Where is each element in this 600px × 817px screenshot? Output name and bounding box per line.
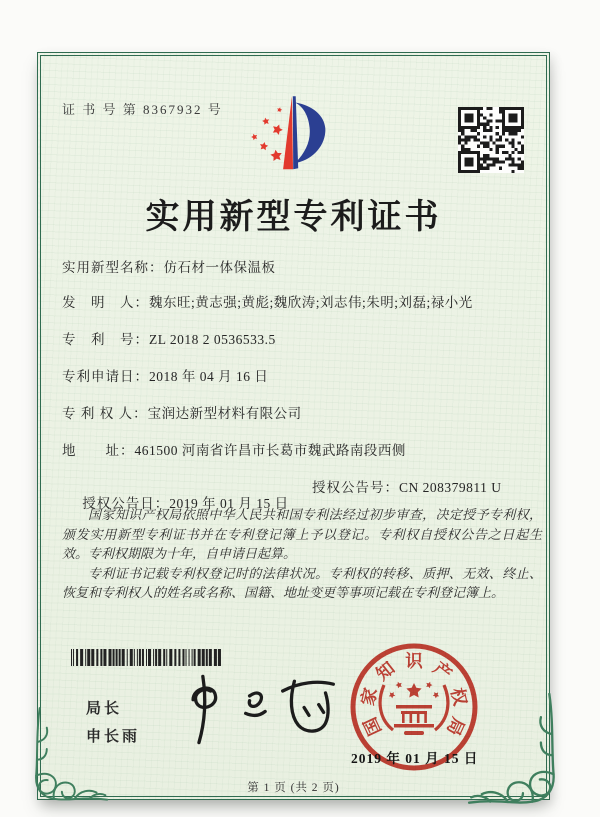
field-label: 授权公告号： [312,480,399,495]
field-value: 宝润达新型材料有限公司 [147,406,302,421]
field-value: CN 208379811 U [399,480,502,495]
field-row-address [62,439,537,459]
field-value: ZL 2018 2 0536533.5 [149,332,276,347]
field-label: 发 明 人： [62,295,149,310]
field-label: 实用新型名称： [62,260,164,275]
field-value: 2018 年 04 月 16 日 [149,369,269,384]
director-signature [160,667,345,752]
field-value: 2019 年 01 月 15 日 [169,496,289,511]
certificate-page [37,52,550,800]
field-row-patentee [62,402,537,422]
field-value: 461500 河南省许昌市长葛市魏武路南段西侧 [134,443,406,458]
director-title: 局长 [86,700,123,717]
field-label: 专利申请日： [62,369,149,384]
field-row-patent-no [62,328,537,348]
director-name: 申长雨 [86,728,141,745]
field-row-filing-date [62,365,537,385]
barcode [71,649,223,666]
qr-code [458,107,524,173]
seal-char: 家 [357,685,381,708]
legal-paragraph-1: 国家知识产权局依照中华人民共和国专利法经过初步审查，决定授予专利权，颁发实用新型专利证书并在专利登记簿上予以登记。专利权自授权公告之日起生效。专利权期限为十年，自申请日起算。 [62,507,542,561]
field-label: 授权公告日： [82,496,170,511]
seal-char: 知 [372,657,399,685]
legal-paragraph-2: 专利证书记载专利权登记时的法律状况。专利权的转移、质押、无效、终止、恢复和专利权人的姓名或名称、国籍、地址变更等事项记载在专利登记簿上。 [62,565,542,600]
seal-char: 产 [429,657,456,685]
page-footer: 第 1 页 (共 2 页) [247,782,340,794]
certificate-number: 证 书 号 第 8367932 号 [62,102,223,117]
seal-char: 局 [442,714,469,739]
seal-date: 2019 年 01 月 15 日 [351,751,479,766]
field-value: 仿石材一体保温板 [163,260,276,275]
seal-char: 识 [405,651,423,671]
field-row-name [62,256,537,276]
field-label: 地 址： [62,443,135,458]
grant-number-group [312,476,502,496]
field-row-inventors [62,291,537,311]
cnipa-patent-logo-icon [246,89,340,188]
field-label: 专 利 号： [62,332,149,347]
field-label: 专 利 权 人： [62,406,148,421]
field-value: 魏东旺;黄志强;黄彪;魏欣涛;刘志伟;朱明;刘磊;禄小光 [149,295,473,310]
seal-char: 权 [447,685,471,708]
page-title: 实用新型专利证书 [145,199,442,236]
national-emblem-icon [380,681,448,735]
legal-text [62,505,542,603]
seal-char: 国 [359,714,386,739]
